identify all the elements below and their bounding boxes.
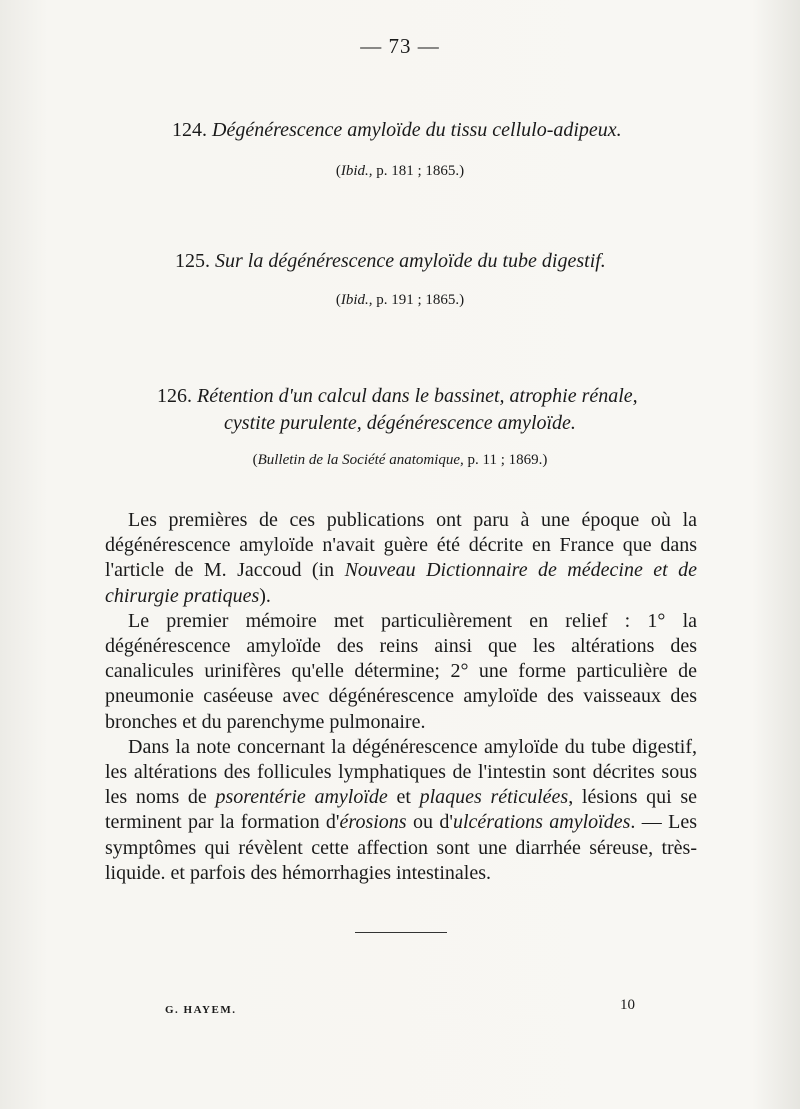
reference-details: p. 181 ; 1865.) <box>372 163 465 179</box>
paragraph-text: Dans la note concernant la dégénérescence amyloïde du tube digestif, les altérations des follicules lymphatiques de l'intestin sont décrites sous les noms de <box>105 735 697 809</box>
reference-source: Bulletin de la Société anatomique, <box>257 452 464 468</box>
sheet-number: 10 <box>620 997 635 1013</box>
entry-125-title <box>175 247 606 275</box>
reference-source: Ibid., <box>340 163 373 179</box>
entry-126-reference: (Bulletin de la Société anatomique, p. 11 ; 1869.) <box>252 452 548 468</box>
paragraph-3 <box>105 735 697 886</box>
italic-term: ulcérations amyloïdes <box>452 811 631 834</box>
entry-title-text: Sur la dégénérescence amyloïde du tube digestif. <box>215 250 606 272</box>
paragraph-text: Les premières de ces publications ont paru à une époque où la dégénérescence amyloïde n'avait guère été décrite en France que dans l'article de M. Jaccoud (in <box>105 509 697 582</box>
italic-term: érosions <box>339 811 407 834</box>
paragraph-text: , lésions qui se terminent par la formation d' <box>105 786 698 834</box>
entry-126-title-line-2: cystite purulente, dégénérescence amyloïde. <box>224 412 576 434</box>
italic-term: psorentérie amyloïde <box>215 786 388 809</box>
reference-details: p. 191 ; 1865.) <box>372 292 465 308</box>
entry-number: 124. <box>172 119 207 141</box>
entry-125-reference: (Ibid., p. 191 ; 1865.) <box>335 292 465 308</box>
entry-124-reference: (Ibid., p. 181 ; 1865.) <box>335 163 465 179</box>
reference-source: Ibid., <box>340 292 373 308</box>
paragraph-1 <box>105 508 697 609</box>
italic-term: plaques réticulées <box>419 786 569 809</box>
entry-title-text-line-1: Rétention d'un calcul dans le bassinet, atrophie rénale, <box>197 385 638 407</box>
page-number: — 73 — <box>360 34 440 58</box>
entry-124-title <box>172 116 622 144</box>
paragraph-2: Le premier mémoire met particulièrement en relief : 1° la dégénérescence amyloïde des reins ainsi que les altérations des canalicules urinifères qu'elle détermine; 2° une forme particulière de pneumonie caséeuse avec dégénérescence amyloïde des vaisseaux des bronches et du parenchyme pulmonaire. <box>105 609 697 733</box>
paragraph-text: . — Les symptômes qui révèlent cette affection sont une diarrhée séreuse, très-liquide. et parfois des hémorrhagies intestinales. <box>105 811 697 884</box>
entry-number: 126. <box>157 385 192 407</box>
reference-details: p. 11 ; 1869.) <box>463 452 548 468</box>
body-text <box>105 508 697 886</box>
entry-title-text: Dégénérescence amyloïde du tissu cellulo-adipeux. <box>212 119 622 141</box>
paragraph-text: ou d' <box>406 811 453 834</box>
author-signature: G. HAYEM. <box>165 1004 237 1016</box>
entry-126-title <box>157 382 638 410</box>
section-divider <box>355 932 447 933</box>
dictionary-title: Nouveau Dictionnaire de médecine et de chirurgie pratiques <box>105 559 697 607</box>
entry-number: 125. <box>175 250 210 272</box>
paragraph-text: et <box>387 786 420 809</box>
paragraph-text: ). <box>259 584 271 607</box>
